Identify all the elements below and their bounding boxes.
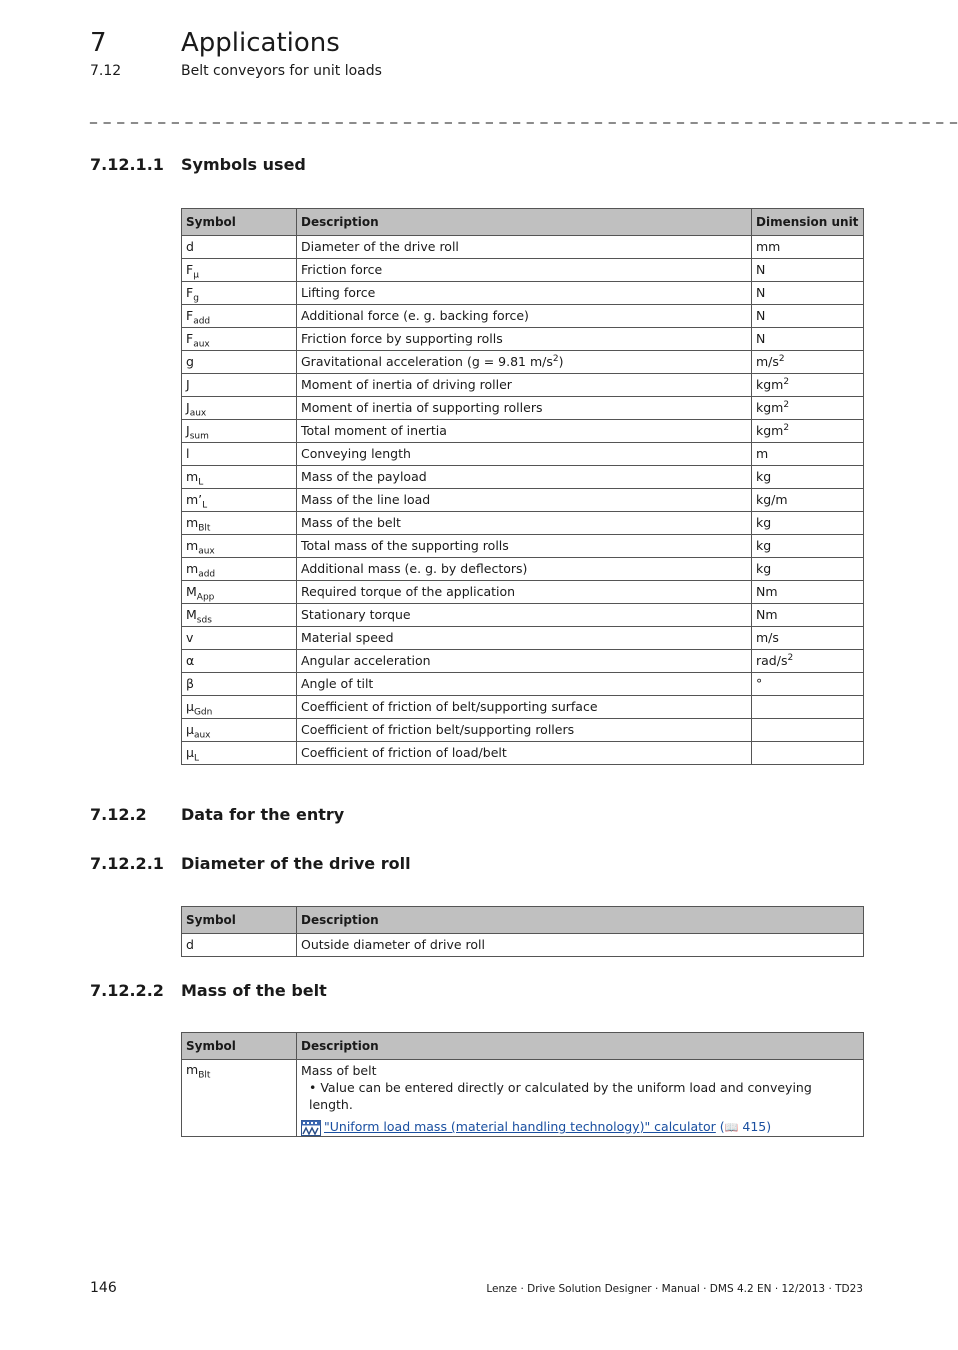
symbol-subscript: aux: [193, 730, 211, 741]
description-text: Coefficient of friction belt/supporting rollers: [301, 722, 575, 737]
table-row: [182, 627, 864, 650]
unit-superscript: 2: [783, 399, 790, 410]
symbol-subscript: μ: [193, 270, 199, 281]
description-tail: ): [558, 354, 564, 369]
description-text: Gravitational acceleration (g = 9.81 m/s: [301, 354, 553, 369]
table-row: [182, 558, 864, 581]
chapter-title: Applications: [181, 28, 340, 58]
symbol-text: α: [186, 653, 195, 668]
page-ref-open[interactable]: (: [719, 1119, 725, 1134]
unit-cell: [752, 627, 864, 650]
column-header: Dimension unit: [752, 209, 864, 236]
heading-number: 7.12.2.2: [90, 981, 164, 1000]
symbol-cell: [182, 535, 297, 558]
symbol-text: m: [186, 515, 199, 530]
table-row: [182, 934, 864, 957]
column-header: Symbol: [182, 907, 297, 934]
symbol-text: m: [186, 1062, 199, 1077]
symbol-subscript: add: [193, 316, 211, 327]
column-header: Description: [297, 1033, 864, 1060]
description-text: Lifting force: [301, 285, 376, 300]
table-row: [182, 1060, 864, 1137]
description-superscript: 2: [552, 353, 559, 364]
unit-text: m/s: [756, 630, 779, 645]
description-cell: [297, 696, 752, 719]
table-row: [182, 374, 864, 397]
unit-cell: [752, 719, 864, 742]
description-cell: [297, 719, 752, 742]
table-row: [182, 305, 864, 328]
unit-cell: [752, 397, 864, 420]
symbol-cell: [182, 259, 297, 282]
document-footer: Lenze · Drive Solution Designer · Manual · DMS 4.2 EN · 12/2013 · TD23: [486, 1283, 863, 1295]
description-text: Friction force by supporting rolls: [301, 331, 503, 346]
table-row: [182, 673, 864, 696]
table-row: [182, 604, 864, 627]
symbol-cell: [182, 466, 297, 489]
symbol-text: m’: [186, 492, 203, 507]
unit-text: kg: [756, 469, 772, 484]
unit-text: N: [756, 308, 766, 323]
table-row: [182, 420, 864, 443]
unit-cell: [752, 374, 864, 397]
symbol-cell: [182, 673, 297, 696]
diameter-table: [181, 906, 864, 957]
unit-text: N: [756, 262, 766, 277]
unit-text: rad/s: [756, 653, 788, 668]
unit-cell: [752, 282, 864, 305]
unit-text: kgm: [756, 377, 784, 392]
description-text: Mass of the belt: [301, 515, 401, 530]
description-text: Moment of inertia of supporting rollers: [301, 400, 543, 415]
unit-superscript: 2: [778, 353, 785, 364]
symbol-text: β: [186, 676, 194, 691]
symbol-text: M: [186, 607, 197, 622]
symbol-cell: [182, 719, 297, 742]
symbol-subscript: sds: [196, 615, 212, 626]
symbol-cell: [182, 1060, 297, 1137]
symbol-text: l: [186, 446, 190, 461]
table-row: [182, 489, 864, 512]
table-row: [182, 443, 864, 466]
book-icon: 📖: [724, 1121, 739, 1134]
unit-text: kgm: [756, 400, 784, 415]
unit-cell: [752, 742, 864, 765]
symbol-subscript: aux: [189, 408, 207, 419]
unit-text: N: [756, 331, 766, 346]
symbol-cell: [182, 742, 297, 765]
description-cell: [297, 328, 752, 351]
table-row: [182, 236, 864, 259]
unit-superscript: 2: [783, 422, 790, 433]
unit-text: m/s: [756, 354, 779, 369]
unit-cell: [752, 489, 864, 512]
description-text: Material speed: [301, 630, 394, 645]
unit-text: Nm: [756, 607, 778, 622]
calculator-icon[interactable]: [301, 1120, 321, 1136]
symbol-cell: [182, 305, 297, 328]
description-cell: [297, 443, 752, 466]
heading-number: 7.12.2: [90, 805, 147, 824]
symbol-subscript: aux: [198, 546, 215, 557]
unit-cell: [752, 650, 864, 673]
description-text: Additional force (e. g. backing force): [301, 308, 529, 323]
unit-cell: [752, 673, 864, 696]
description-cell: [297, 351, 752, 374]
unit-text: kg: [756, 538, 772, 553]
description-text: Coefficient of friction of load/belt: [301, 745, 507, 760]
description-text: Conveying length: [301, 446, 411, 461]
description-text: Additional mass (e. g. by deflectors): [301, 561, 528, 576]
symbol-cell: [182, 650, 297, 673]
description-cell: [297, 627, 752, 650]
unit-cell: [752, 581, 864, 604]
heading-title: Mass of the belt: [181, 981, 327, 1000]
description-text: Angular acceleration: [301, 653, 431, 668]
unit-cell: [752, 466, 864, 489]
symbol-text: μ: [186, 699, 194, 714]
unit-cell: [752, 443, 864, 466]
description-cell: [297, 236, 752, 259]
unit-text: kg/m: [756, 492, 788, 507]
symbol-text: m: [186, 538, 199, 553]
table-row: [182, 535, 864, 558]
symbol-cell: [182, 627, 297, 650]
table-row: [182, 719, 864, 742]
description-text: Required torque of the application: [301, 584, 516, 599]
symbol-cell: d: [182, 934, 297, 957]
column-header: Description: [297, 907, 864, 934]
table-row: [182, 581, 864, 604]
column-header: Symbol: [182, 209, 297, 236]
table-row: [182, 696, 864, 719]
description-text: Diameter of the drive roll: [301, 239, 459, 254]
page-ref[interactable]: 415): [742, 1119, 772, 1134]
symbol-text: μ: [186, 722, 194, 737]
description-cell: [297, 305, 752, 328]
description-cell: [297, 742, 752, 765]
column-header: Description: [297, 209, 752, 236]
symbol-text: F: [186, 262, 194, 277]
symbol-text: M: [186, 584, 197, 599]
unit-cell: [752, 305, 864, 328]
heading-title: Data for the entry: [181, 805, 345, 824]
symbol-cell: [182, 558, 297, 581]
description-cell: [297, 1060, 864, 1137]
description-text: Mass of belt: [301, 1063, 377, 1078]
heading-number: 7.12.1.1: [90, 155, 164, 174]
symbol-subscript: Blt: [198, 1070, 211, 1081]
symbol-text: F: [186, 308, 194, 323]
symbol-subscript: L: [198, 477, 204, 488]
section-number: 7.12: [90, 63, 122, 79]
symbol-subscript: Gdn: [193, 707, 213, 718]
symbol-cell: [182, 374, 297, 397]
column-header: Symbol: [182, 1033, 297, 1060]
unit-cell: [752, 236, 864, 259]
symbol-cell: [182, 512, 297, 535]
unit-text: kgm: [756, 423, 784, 438]
description-cell: [297, 558, 752, 581]
symbol-text: m: [186, 561, 199, 576]
table-row: [182, 397, 864, 420]
unit-cell: [752, 512, 864, 535]
description-text: Stationary torque: [301, 607, 411, 622]
table-row: [182, 351, 864, 374]
section-title: Belt conveyors for unit loads: [181, 63, 382, 79]
unit-text: mm: [756, 239, 781, 254]
description-text: Mass of the line load: [301, 492, 431, 507]
unit-text: m: [756, 446, 769, 461]
description-cell: [297, 604, 752, 627]
belt-table: [181, 1032, 864, 1137]
symbol-text: J: [186, 377, 190, 392]
description-text: Mass of the payload: [301, 469, 427, 484]
heading-title: Symbols used: [181, 155, 306, 174]
description-cell: [297, 673, 752, 696]
unit-cell: [752, 259, 864, 282]
symbol-text: F: [186, 331, 194, 346]
symbol-text: μ: [186, 745, 194, 760]
description-text: Total mass of the supporting rolls: [301, 538, 509, 553]
table-row: [182, 259, 864, 282]
symbol-subscript: L: [193, 753, 199, 764]
symbol-subscript: App: [196, 592, 215, 603]
description-cell: [297, 466, 752, 489]
unit-cell: [752, 696, 864, 719]
symbol-subscript: sum: [189, 431, 209, 442]
unit-cell: [752, 535, 864, 558]
table-row: [182, 466, 864, 489]
symbol-subscript: L: [202, 500, 208, 511]
description-cell: [297, 489, 752, 512]
description-cell: [297, 282, 752, 305]
symbol-text: m: [186, 469, 199, 484]
unit-cell: [752, 420, 864, 443]
symbol-text: J: [186, 423, 190, 438]
unit-cell: [752, 328, 864, 351]
description-text: Angle of tilt: [301, 676, 374, 691]
unit-text: Nm: [756, 584, 778, 599]
description-cell: [297, 420, 752, 443]
symbol-text: F: [186, 285, 194, 300]
unit-cell: [752, 558, 864, 581]
symbol-cell: [182, 489, 297, 512]
description-text: Total moment of inertia: [301, 423, 447, 438]
description-text: Coefficient of friction of belt/supporting surface: [301, 699, 598, 714]
symbol-subscript: aux: [193, 339, 210, 350]
table-row: [182, 282, 864, 305]
unit-cell: [752, 351, 864, 374]
description-cell: [297, 512, 752, 535]
description-cell: [297, 650, 752, 673]
unit-text: °: [756, 676, 763, 691]
unit-text: N: [756, 285, 766, 300]
heading-title: Diameter of the drive roll: [181, 854, 411, 873]
symbol-cell: [182, 420, 297, 443]
header-separator: _ _ _ _ _ _ _ _ _ _ _ _ _ _ _ _ _ _ _ _ _ _ _ _ _ _ _ _ _ _ _ _ _ _ _ _ _ _ _ _ _ _ _ _ _ _ _ _ _ _ _ _ _ _ _ _ _ _ _ _ _ _ _ _: [90, 108, 958, 124]
symbol-text: d: [186, 239, 194, 254]
chapter-number: 7: [90, 28, 107, 58]
description-cell: [297, 374, 752, 397]
description-cell: [297, 259, 752, 282]
symbol-cell: [182, 604, 297, 627]
table-row: [182, 512, 864, 535]
description-cell: Outside diameter of drive roll: [297, 934, 864, 957]
description-text: Friction force: [301, 262, 383, 277]
heading-number: 7.12.2.1: [90, 854, 164, 873]
symbol-cell: [182, 282, 297, 305]
symbol-text: g: [186, 354, 194, 369]
symbol-cell: [182, 328, 297, 351]
symbol-subscript: Blt: [198, 523, 211, 534]
page-number: 146: [90, 1280, 117, 1296]
description-cell: [297, 581, 752, 604]
table-row: [182, 650, 864, 673]
calculator-link-line: [301, 1118, 859, 1136]
unit-cell: [752, 604, 864, 627]
description-cell: [297, 535, 752, 558]
symbol-cell: [182, 236, 297, 259]
description-cell: [297, 397, 752, 420]
symbol-text: J: [186, 400, 190, 415]
symbol-cell: [182, 397, 297, 420]
unit-superscript: 2: [783, 376, 790, 387]
symbol-cell: [182, 581, 297, 604]
unit-text: kg: [756, 515, 772, 530]
symbol-subscript: g: [193, 293, 199, 304]
unit-superscript: 2: [787, 652, 794, 663]
table-row: [182, 742, 864, 765]
symbol-cell: [182, 696, 297, 719]
bullet-item: • Value can be entered directly or calculated by the uniform load and conveying length.: [309, 1080, 812, 1112]
symbol-text: v: [186, 630, 194, 645]
symbol-cell: [182, 443, 297, 466]
unit-text: kg: [756, 561, 772, 576]
symbols-table: [181, 208, 864, 765]
symbol-subscript: add: [198, 569, 216, 580]
table-row: [182, 328, 864, 351]
calculator-link[interactable]: "Uniform load mass (material handling technology)" calculator: [324, 1119, 716, 1134]
description-text: Moment of inertia of driving roller: [301, 377, 512, 392]
symbol-cell: [182, 351, 297, 374]
